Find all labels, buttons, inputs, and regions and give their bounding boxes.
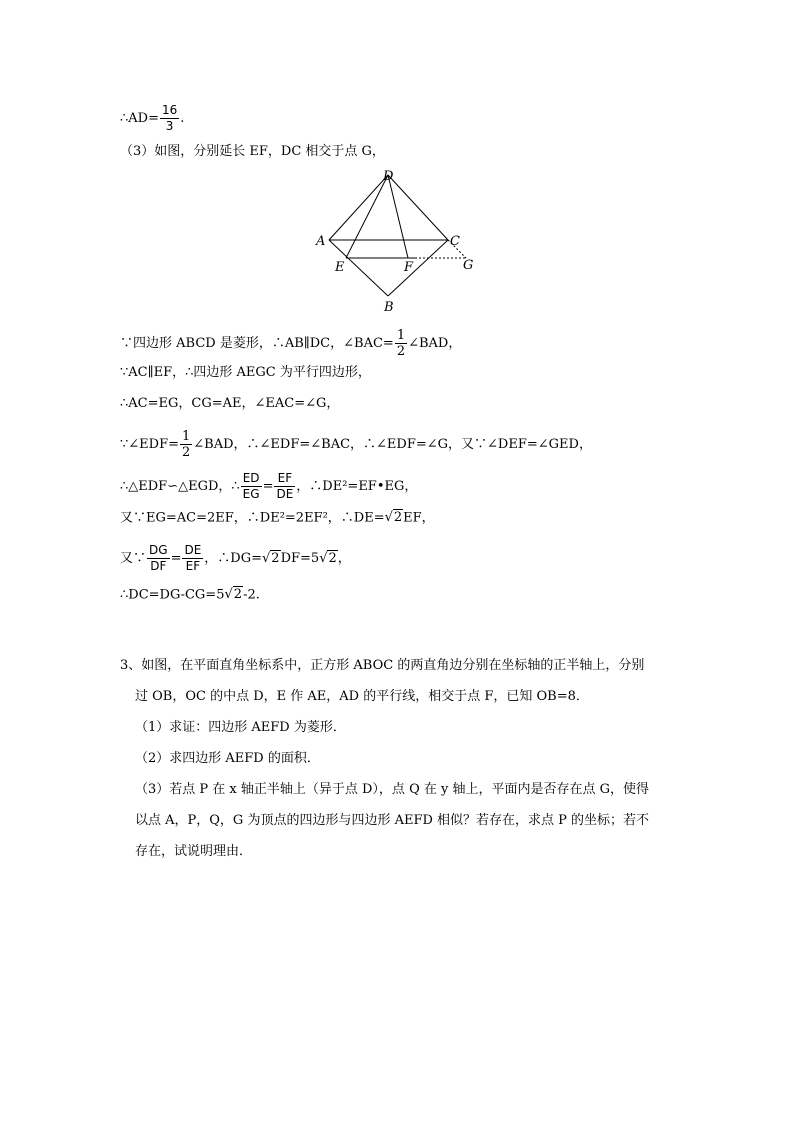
sqrt-two: √2 [384,510,403,525]
label-c: C [450,234,460,249]
problem3-question1: （1）求证：四边形 AEFD 为菱形． [135,720,346,735]
fraction-ef-de [274,471,295,502]
label-f: F [404,260,414,275]
text-segment: ∴△EDF∽△EGD，∴ [120,479,240,494]
problem3-question3-line1: （3）若点 P 在 x 轴正半轴上（异于点 D），点 Q 在 y 轴上，平面内是否存在点 G，使得 [135,782,649,797]
fraction-16-3 [160,103,179,134]
radicand: 2 [328,550,337,566]
text-segment: . [180,111,185,126]
problem3-statement-line1: 3、如图，在平面直角坐标系中，正方形 ABOC 的两直角边分别在坐标轴的正半轴上，分别 [120,658,645,673]
fraction-half [395,328,407,359]
fraction-dg-df [147,543,170,574]
solution-line-angles [120,429,592,460]
text-segment: 又∵ [120,551,147,566]
fraction-denominator: 3 [165,119,174,133]
fraction-denominator: 2 [182,445,191,460]
sqrt-two: √2 [262,550,280,566]
fraction-numerator: EF [274,471,295,487]
problem3-statement-line2: 过 OB，OC 的中点 D，E 作 AE，AD 的平行线，相交于点 F，已知 OB=8． [135,689,589,704]
radicand: 2 [393,510,403,525]
solution-line-de-value [120,508,435,529]
fraction-numerator: DE [184,543,202,557]
problem3-question3-line3: 存在，试说明理由． [135,844,253,859]
fraction-numerator: ED [241,471,262,487]
fraction-numerator: 1 [396,328,406,343]
text-segment: ∵∠EDF= [120,437,179,452]
text-segment: 又∵EG=AC=2EF，∴DE²=2EF²，∴DE= [120,510,385,526]
fraction-denominator: DE [276,487,294,501]
text-segment: ，∴DG= [204,551,262,566]
solution-line-rhombus [120,328,461,359]
text-segment: ∠BAD，∴∠EDF=∠BAC，∴∠EDF=∠G，又∵∠DEF=∠GED， [193,437,592,452]
label-g: G [463,258,474,273]
text-segment: -2. [243,587,260,603]
solution-line-similar [120,471,417,502]
fraction-denominator: EF [185,559,201,573]
sqrt-two: √2 [224,587,243,602]
fraction-numerator: DG [149,543,168,557]
text-segment: DF=5 [280,551,320,566]
solution-part3-intro: （3）如图，分别延长 EF，DC 相交于点 G， [120,144,385,159]
fraction-denominator: 2 [396,344,406,359]
label-a: A [316,234,326,249]
text-segment: ∴DC=DG-CG=5 [120,587,225,603]
solution-line-dg-value [120,543,351,574]
sqrt-two: √2 [319,550,337,566]
fraction-numerator: 16 [161,103,178,117]
text-segment: ， [337,551,351,566]
problem3-question2: （2）求四边形 AEFD 的面积． [135,751,320,766]
text-segment: ∴AD= [120,111,159,126]
label-b: B [384,300,394,315]
text-segment: ，∴DE²=EF•EG， [296,479,418,494]
fraction-ed-eg [241,471,262,502]
segment-cb [388,240,448,296]
text-segment: ∠BAD， [408,336,462,351]
radicand: 2 [233,587,243,602]
radicand: 2 [271,550,280,566]
label-d: D [383,169,394,184]
fraction-denominator: DF [150,559,167,573]
segment-da [329,175,388,240]
problem3-question3-line2: 以点 A，P，Q，G 为顶点的四边形与四边形 AEFD 相似？若存在，求点 P 的坐标；若不 [135,813,650,828]
equals-sign: = [262,479,274,494]
segment-dc [388,175,448,240]
solution-line-equalities: ∴AC=EG，CG=AE，∠EAC=∠G， [120,396,340,411]
segment-df [388,175,408,258]
fraction-numerator: 1 [182,429,191,444]
solution-line-dc-value [120,585,260,606]
text-segment: ∵四边形 ABCD 是菱形，∴AB∥DC，∠BAC= [120,336,394,351]
fraction-de-ef [182,543,203,574]
rhombus-figure [300,165,490,315]
solution-line-ad-value [120,103,184,134]
fraction-denominator: EG [242,487,260,501]
segment-de [346,175,388,258]
equals-sign: = [170,551,182,566]
label-e: E [335,260,345,275]
solution-line-parallelogram: ∵AC∥EF，∴四边形 AEGC 为平行四边形， [120,365,371,380]
text-segment: EF， [403,510,435,526]
fraction-half [180,429,192,460]
